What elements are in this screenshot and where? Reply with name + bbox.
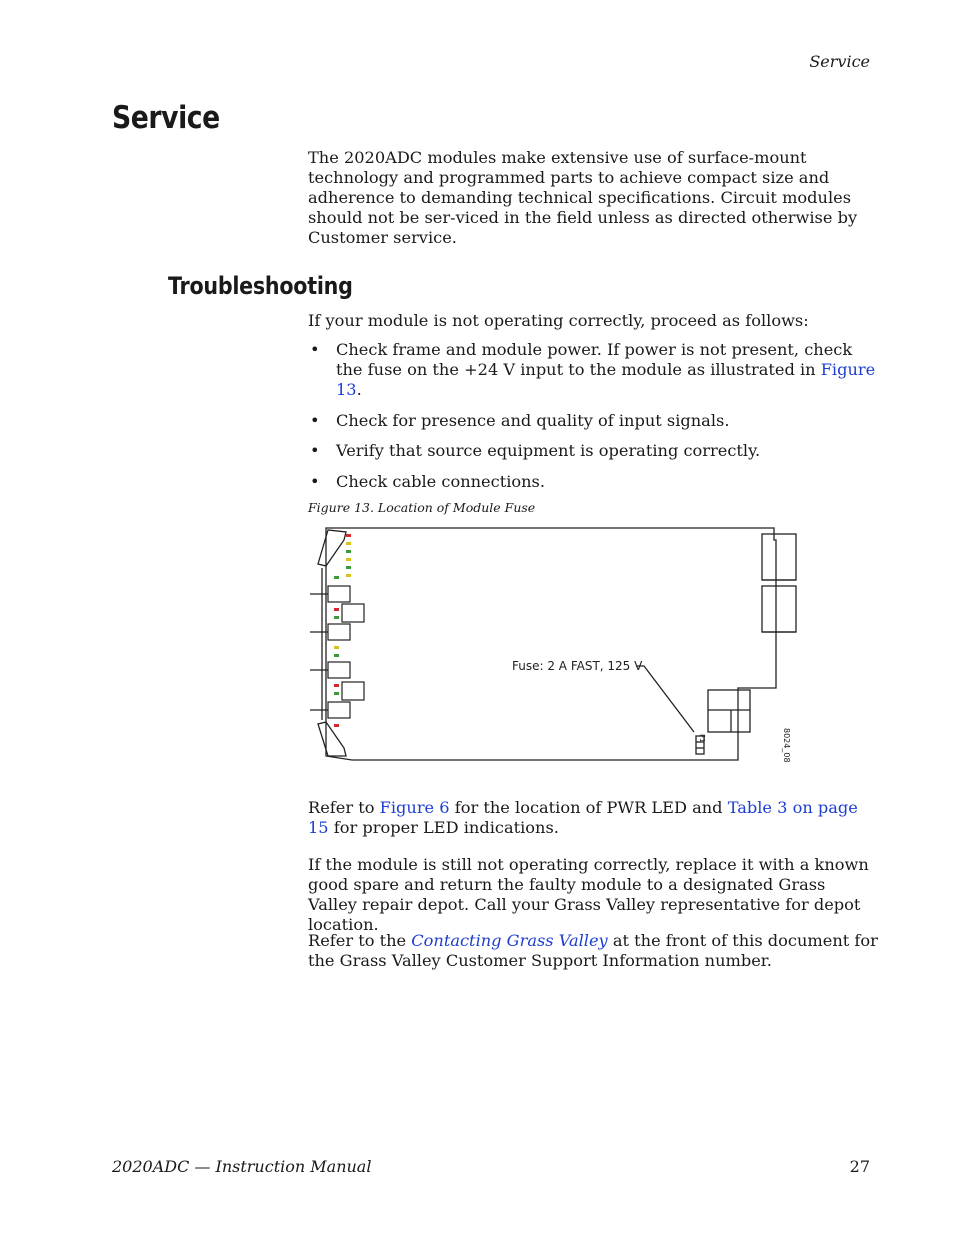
output-connector: [310, 702, 350, 718]
led-red: [334, 684, 339, 687]
running-head: Service: [809, 52, 870, 71]
table-3-link[interactable]: Table 3 on page 15: [308, 798, 858, 837]
led-green: [334, 692, 339, 695]
rear-connector-bottom: [762, 586, 796, 632]
refer-paragraph: Refer to Figure 6 for the location of PWR LED and Table 3 on page 15 for proper LED indications.: [308, 798, 858, 837]
led-yellow: [346, 558, 351, 561]
list-item: • Check cable connections.: [310, 471, 546, 491]
led-red: [334, 608, 339, 611]
bullet-icon: •: [310, 441, 320, 460]
led-green: [334, 616, 339, 619]
bullet-icon: •: [310, 471, 320, 491]
led-green: [334, 654, 339, 657]
fuse-leader-line: [636, 666, 694, 732]
module-board-diagram: [306, 520, 806, 770]
led-green: [346, 550, 351, 553]
contact-paragraph: Refer to the Contacting Grass Valley at the front of this document for the Grass Valley Customer Support Information number.: [308, 931, 878, 970]
intro-paragraph: The 2020ADC modules make extensive use of surface-mount technology and programmed parts to achieve compact size and adherence to demanding technical specifications. Circuit modules should not be ser-viced in the field unless as directed otherwise by Customer service.: [308, 148, 858, 247]
bottom-ejector: [318, 722, 346, 756]
troubleshooting-list: [308, 340, 878, 502]
input-connector: [310, 624, 350, 640]
replace-paragraph: If the module is still not operating correctly, replace it with a known good spare and return the faulty module to a designated Grass Valley repair depot. Call your Grass Valley representative for depot location.: [308, 855, 869, 934]
footer-manual-title: 2020ADC — Instruction Manual: [112, 1157, 372, 1176]
power-block: [708, 690, 750, 732]
led-yellow: [346, 542, 351, 545]
figure-caption: Figure 13. Location of Module Fuse: [308, 500, 536, 515]
led-green: [334, 576, 339, 579]
list-item: • Check for presence and quality of input signals.: [310, 410, 730, 430]
figure-6-link[interactable]: Figure 6: [379, 798, 450, 817]
led-red: [334, 724, 339, 727]
top-ejector: [318, 530, 346, 566]
led-red: [346, 534, 351, 537]
led-yellow: [334, 646, 339, 649]
list-item: • Check frame and module power. If power is not present, check the fuse on the +24 V input to the module as illustrated in Figure 13.: [310, 340, 876, 399]
fuse-label: Fuse: 2 A FAST, 125 V: [512, 659, 643, 673]
page-number: 27: [849, 1157, 870, 1176]
troubleshooting-intro: If your module is not operating correctly, proceed as follows:: [308, 311, 809, 330]
led-yellow: [346, 574, 351, 577]
led-green: [346, 566, 351, 569]
drawing-id: 8024_08: [782, 728, 791, 763]
rear-connector-top: [762, 534, 796, 580]
f1-label: F1: [698, 734, 706, 743]
bullet-icon: •: [310, 340, 320, 359]
bullet-icon: •: [310, 410, 320, 430]
figure-13-link[interactable]: Figure 13: [336, 360, 876, 399]
list-item: • Verify that source equipment is operating correctly.: [310, 441, 761, 460]
section-title: Service: [112, 100, 220, 136]
subsection-title: Troubleshooting: [168, 272, 353, 300]
contacting-grass-valley-link[interactable]: Contacting Grass Valley: [411, 931, 608, 950]
